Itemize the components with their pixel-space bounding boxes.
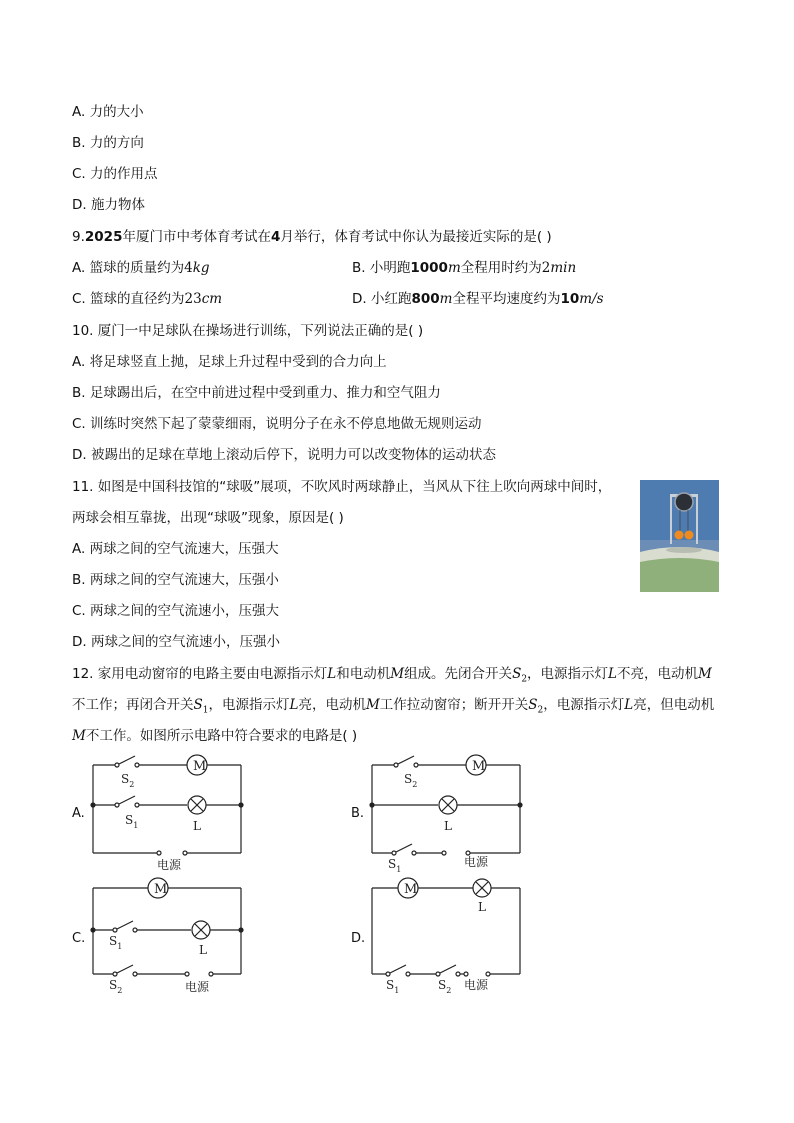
q11-stem-line2: 两球会相互靠拢，出现“球吸”现象，原因是( ) — [72, 510, 344, 526]
svg-text:S1: $S_1$ — [109, 934, 123, 951]
svg-text:S2: $S_2$ — [404, 772, 418, 789]
q9-option-d: D. 小红跑800m全程平均速度约为10m/s — [352, 291, 604, 307]
q9-option-b: B. 小明跑1000m全程用时约为2min — [352, 260, 577, 276]
q10-option-b: B. 足球踢出后，在空中前进过程中受到重力、推力和空气阻力 — [72, 385, 441, 401]
svg-text:M: M — [404, 882, 418, 897]
ball-suction-exhibit-photo — [640, 480, 719, 592]
q12-stem-line1: 12. 家用电动窗帘的电路主要由电源指示灯L和电动机M组成。先闭合开关$S_2$，电源指示灯L不亮，电动机M — [72, 666, 712, 685]
svg-text:电源: 电源 — [157, 858, 182, 872]
q12-stem-line2: 不工作；再闭合开关$S_1$，电源指示灯L亮，电动机M工作拉动窗帘；断开开关$S_2$，电源指示灯L亮，但电动机 — [72, 697, 715, 716]
q9-stem: 9.2025年厦门市中考体育考试在4月举行，体育考试中你认为最接近实际的是( ) — [72, 229, 552, 245]
svg-text:S1: $S_1$ — [386, 978, 400, 995]
circuit-a-motor: M — [193, 759, 207, 774]
circuit-c-label: C. — [72, 931, 86, 946]
q12-stem-line3: M不工作。如图所示电路中符合要求的电路是( ) — [72, 728, 358, 744]
q8-option-a: A. 力的大小 — [72, 104, 144, 120]
svg-text:电源: 电源 — [464, 978, 489, 992]
q11-option-d: D. 两球之间的空气流速小，压强小 — [72, 634, 280, 650]
circuit-d-diagram — [364, 873, 529, 998]
svg-text:M: M — [154, 882, 168, 897]
q9-option-a: A. 篮球的质量约为4kg — [72, 260, 210, 276]
svg-text:L: L — [193, 819, 201, 833]
q10-stem: 10. 厦门一中足球队在操场进行训练，下列说法正确的是( ) — [72, 323, 424, 339]
svg-text:S2: $S_2$ — [121, 772, 135, 789]
svg-text:S1: $S_1$ — [125, 813, 139, 830]
q8-option-d: D. 施力物体 — [72, 197, 145, 213]
svg-text:M: M — [472, 759, 486, 774]
circuit-a-diagram — [85, 750, 250, 875]
q11-option-c: C. 两球之间的空气流速小，压强大 — [72, 603, 280, 619]
q10-option-c: C. 训练时突然下起了蒙蒙细雨，说明分子在永不停息地做无规则运动 — [72, 416, 482, 432]
circuit-d-label: D. — [351, 931, 366, 946]
svg-text:电源: 电源 — [185, 980, 210, 994]
q11-option-a: A. 两球之间的空气流速大，压强大 — [72, 541, 279, 557]
q11-stem-line1: 11. 如图是中国科技馆的“球吸”展项，不吹风时两球静止，当风从下往上吹向两球中间时， — [72, 479, 612, 495]
svg-text:电源: 电源 — [464, 855, 489, 869]
q8-option-c: C. 力的作用点 — [72, 166, 158, 182]
svg-text:L: L — [478, 900, 486, 914]
circuit-b-label: B. — [351, 806, 365, 821]
svg-text:S2: $S_2$ — [109, 978, 123, 995]
svg-text:L: L — [444, 819, 452, 833]
q8-option-b: B. 力的方向 — [72, 135, 144, 151]
circuit-b-diagram — [364, 750, 529, 875]
svg-text:L: L — [199, 943, 207, 957]
q9-option-c: C. 篮球的直径约为23cm — [72, 291, 223, 307]
q10-option-d: D. 被踢出的足球在草地上滚动后停下，说明力可以改变物体的运动状态 — [72, 447, 496, 463]
svg-text:S1: $S_1$ — [388, 857, 402, 874]
q10-option-a: A. 将足球竖直上抛，足球上升过程中受到的合力向上 — [72, 354, 387, 370]
svg-text:S2: $S_2$ — [438, 978, 452, 995]
circuit-a-label: A. — [72, 806, 85, 821]
q11-option-b: B. 两球之间的空气流速大，压强小 — [72, 572, 279, 588]
circuit-c-diagram — [85, 873, 250, 998]
